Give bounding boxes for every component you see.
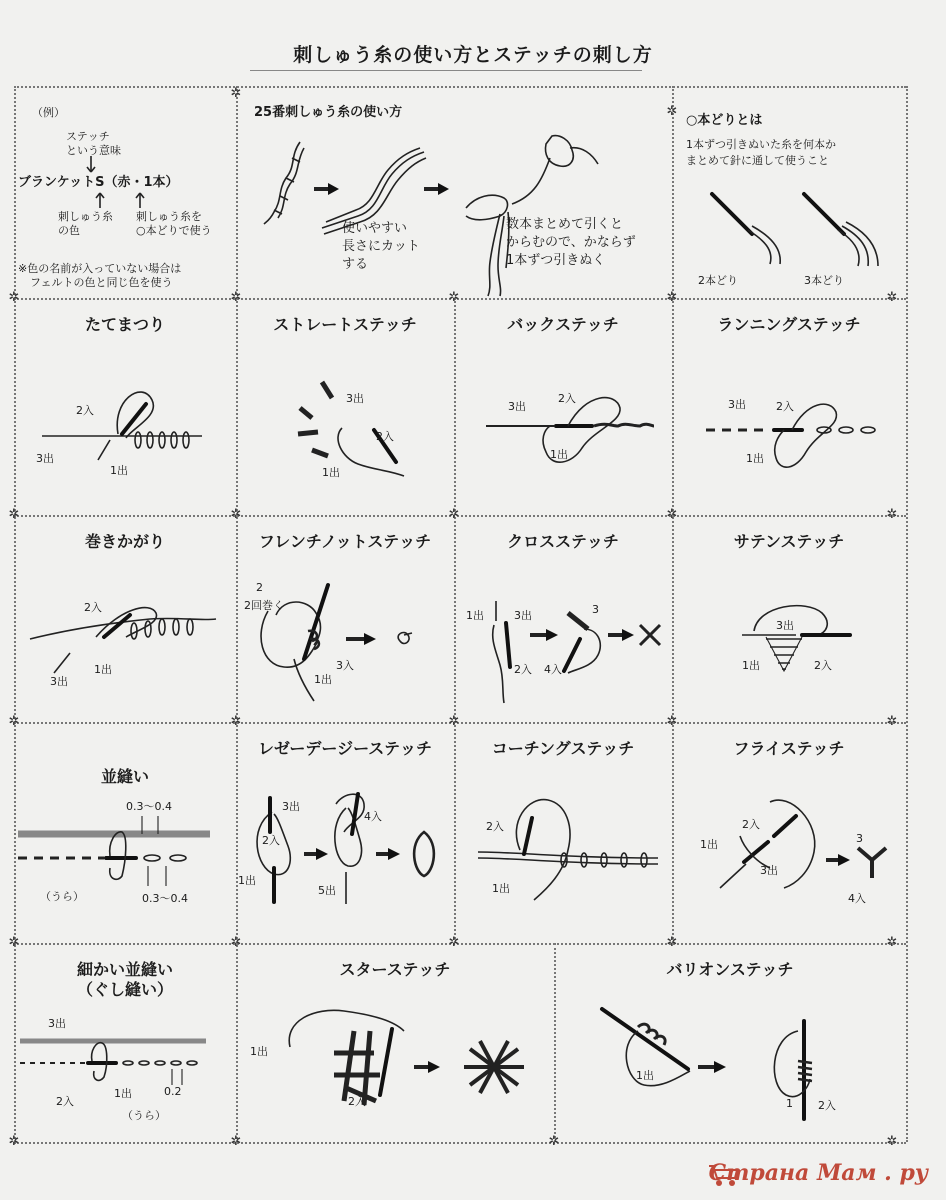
stitch-panel-straight: [236, 298, 454, 515]
grid-node-icon: ✲: [230, 935, 242, 950]
tatematsuri-diagram: [42, 360, 212, 470]
stitch-label: 3出: [514, 609, 532, 622]
stitch-title: 巻きかがり: [84, 532, 165, 551]
stitch-panel-cross: [454, 515, 672, 722]
stitch-title: レゼーデージーステッチ: [258, 739, 432, 758]
grid-node-icon: ✲: [8, 935, 20, 950]
stitch-panel-satin: [672, 515, 906, 722]
stitch-label: 2入: [818, 1099, 836, 1112]
stitch-panel-french: [236, 515, 454, 722]
stitch-label: 1出: [700, 838, 718, 851]
stitch-title: 細かい並縫い: [76, 960, 173, 979]
stitch-label: 2入: [84, 601, 102, 614]
example-strand: 刺しゅう糸を: [136, 210, 202, 223]
stitch-panel-couching: [454, 722, 672, 943]
stitch-label: 3出: [50, 675, 68, 688]
example-heading: （例）: [32, 106, 65, 119]
grid-node-icon: ✲: [230, 714, 242, 729]
grid-node-icon: ✲: [8, 1134, 20, 1149]
stitch-title: フライステッチ: [733, 739, 845, 758]
grid-node-icon: ✲: [886, 290, 898, 305]
stitch-title: バリオンステッチ: [666, 960, 794, 979]
example-strand: ○本どりで使う: [136, 224, 212, 237]
skein-icon: [260, 138, 310, 228]
stitch-label: 0.3～0.4: [142, 892, 188, 905]
example-sample: ブランケットS（赤・1本）: [18, 175, 179, 190]
stitch-label: 2入: [742, 818, 760, 831]
stitch-title: スターステッチ: [339, 960, 451, 979]
stitch-title: フレンチノットステッチ: [258, 532, 432, 551]
stitch-title: ストレートステッチ: [273, 315, 417, 334]
strands-two-label: 2本どり: [698, 274, 738, 287]
stitch-panel-tatematsuri: [14, 298, 236, 515]
stitch-panel-lazy-daisy: [236, 722, 454, 943]
grid-node-icon: ✲: [666, 714, 678, 729]
grid-node-icon: ✲: [886, 507, 898, 522]
stitch-title: たてまつり: [84, 315, 165, 334]
page-title: 刺しゅう糸の使い方とステッチの刺し方: [293, 44, 653, 66]
stitch-label: 2入: [486, 820, 504, 833]
example-arrow-icon: [86, 154, 96, 174]
strands-desc: 1本ずつ引きぬいた糸を何本か: [686, 138, 836, 151]
french-diagram: [254, 575, 454, 705]
stitch-label: 1出: [746, 452, 764, 465]
stitch-label: （うら）: [122, 1109, 166, 1122]
stitch-label: 3出: [36, 452, 54, 465]
stitch-panel-running: [672, 298, 906, 515]
stitch-label: 0.2: [164, 1085, 182, 1098]
stitch-label: 1出: [94, 663, 112, 676]
two-strand-needle-icon: [708, 190, 788, 270]
example-meaning: ステッチ: [66, 130, 110, 143]
stitch-label: 1出: [114, 1087, 132, 1100]
grid-node-icon: ✲: [448, 290, 460, 305]
stitch-panel-fine-naminui: [14, 943, 236, 1142]
grid-node-icon: ✲: [886, 935, 898, 950]
stitch-label: 1出: [322, 466, 340, 479]
star-diagram: [284, 1001, 554, 1121]
stitch-label: 3出: [346, 392, 364, 405]
thread-usage-panel: [236, 86, 672, 298]
stitch-label: 3出: [508, 400, 526, 413]
stitch-panel-makikagari: [14, 515, 236, 722]
stitch-panel-bullion: [554, 943, 906, 1142]
stitch-label: 5出: [318, 884, 336, 897]
stitch-label: 3出: [776, 619, 794, 632]
thread-usage-title: 25番刺しゅう糸の使い方: [254, 105, 403, 120]
stitch-panel-star: [236, 943, 554, 1142]
title-underline: [250, 70, 642, 71]
stitch-label: 3出: [48, 1017, 66, 1030]
grid-node-icon: ✲: [666, 104, 678, 119]
three-strand-needle-icon: [800, 190, 880, 270]
arrow-icon: [422, 182, 450, 196]
stitch-label: 1出: [466, 609, 484, 622]
stitch-title: 並縫い: [100, 767, 149, 786]
thread-usage-pull: からむので、かならず: [506, 235, 636, 250]
thread-usage-cut: 長さにカット: [342, 239, 420, 254]
grid-node-icon: ✲: [448, 935, 460, 950]
stitch-label: 2入: [776, 400, 794, 413]
stitch-label: 3: [592, 603, 599, 616]
grid-node-icon: ✲: [230, 290, 242, 305]
stitch-title: サテンステッチ: [733, 532, 845, 551]
star-icon: [464, 1041, 524, 1093]
stitch-label: 2入: [514, 663, 532, 676]
lazy-daisy-diagram: [248, 788, 448, 918]
example-thread-color: 刺しゅう糸: [58, 210, 113, 223]
grid-node-icon: ✲: [230, 1134, 242, 1149]
thread-usage-pull: 数本まとめて引くと: [506, 217, 624, 232]
example-arrow-icon: [94, 190, 154, 210]
example-panel: [14, 86, 236, 298]
stitch-title: バックステッチ: [507, 315, 619, 334]
stitch-label: 2入: [76, 404, 94, 417]
stitch-title: ランニングステッチ: [717, 315, 861, 334]
stitch-label: 1: [786, 1097, 793, 1110]
stitch-label: 0.3～0.4: [126, 800, 172, 813]
stitch-label: 2入: [376, 430, 394, 443]
grid-node-icon: ✲: [666, 290, 678, 305]
stitch-label: 4入: [544, 663, 562, 676]
stitch-label: 1出: [238, 874, 256, 887]
grid-node-icon: ✲: [886, 714, 898, 729]
stitch-title: コーチングステッチ: [491, 739, 635, 758]
grid-node-icon: ✲: [448, 714, 460, 729]
bullion-diagram: [598, 1001, 878, 1131]
strands-three-label: 3本どり: [804, 274, 844, 287]
strands-title: ○本どりとは: [686, 113, 763, 128]
stitch-label: 1出: [492, 882, 510, 895]
stitch-label: 1出: [110, 464, 128, 477]
example-note: ※色の名前が入っていない場合は: [18, 262, 182, 275]
stitch-label: 1出: [314, 673, 332, 686]
thread-usage-cut: する: [342, 257, 369, 272]
grid-node-icon: ✲: [666, 935, 678, 950]
stitch-label: 3出: [760, 864, 778, 877]
hands-pulling-icon: [452, 130, 612, 300]
stitch-label: 3入: [336, 659, 354, 672]
stitch-panel-naminui: [14, 722, 236, 943]
grid-divider: [14, 1142, 906, 1144]
stitch-label: 2入: [56, 1095, 74, 1108]
stitch-label: 2回巻く: [244, 599, 284, 612]
grid-node-icon: ✲: [548, 1134, 560, 1149]
example-meaning: という意味: [66, 144, 121, 157]
stitch-label: 4入: [364, 810, 382, 823]
fly-diagram: [710, 792, 900, 912]
stitch-panel-back: [454, 298, 672, 515]
example-note: フェルトの色と同じ色を使う: [30, 276, 173, 289]
grid-node-icon: ✲: [8, 507, 20, 522]
stitch-title: クロスステッチ: [507, 532, 619, 551]
stitch-label: 1出: [550, 448, 568, 461]
stitch-label: 3出: [282, 800, 300, 813]
grid-divider: [906, 86, 908, 1142]
grid-node-icon: ✲: [448, 507, 460, 522]
strands-desc: まとめて針に通して使うこと: [686, 154, 829, 167]
stitch-label: 2入: [348, 1095, 366, 1108]
thread-usage-cut: 使いやすい: [342, 221, 408, 236]
stitch-label: （うら）: [40, 890, 84, 903]
grid-node-icon: ✲: [666, 507, 678, 522]
stitch-label: 3出: [728, 398, 746, 411]
grid-node-icon: ✲: [230, 86, 242, 101]
stitch-label: 3: [856, 832, 863, 845]
stitch-label: 1出: [250, 1045, 268, 1058]
stitch-title: （ぐし縫い）: [76, 980, 173, 999]
stitch-label: 2入: [558, 392, 576, 405]
strands-panel: [672, 86, 906, 298]
stitch-label: 4入: [848, 892, 866, 905]
stitch-label: 2: [256, 581, 263, 594]
grid-node-icon: ✲: [8, 714, 20, 729]
thread-usage-pull: 1本ずつ引きぬく: [506, 253, 606, 268]
stitch-label: 1出: [742, 659, 760, 672]
grid-node-icon: ✲: [230, 507, 242, 522]
stitch-label: 2入: [814, 659, 832, 672]
stitch-label: 1出: [636, 1069, 654, 1082]
stitch-label: 2入: [262, 834, 280, 847]
stitch-panel-fly: [672, 722, 906, 943]
grid-node-icon: ✲: [8, 290, 20, 305]
example-thread-color: の色: [58, 224, 80, 237]
cross-diagram: [464, 599, 664, 709]
grid-node-icon: ✲: [886, 1134, 898, 1149]
watermark: Страна Мам . ру: [708, 1160, 928, 1186]
